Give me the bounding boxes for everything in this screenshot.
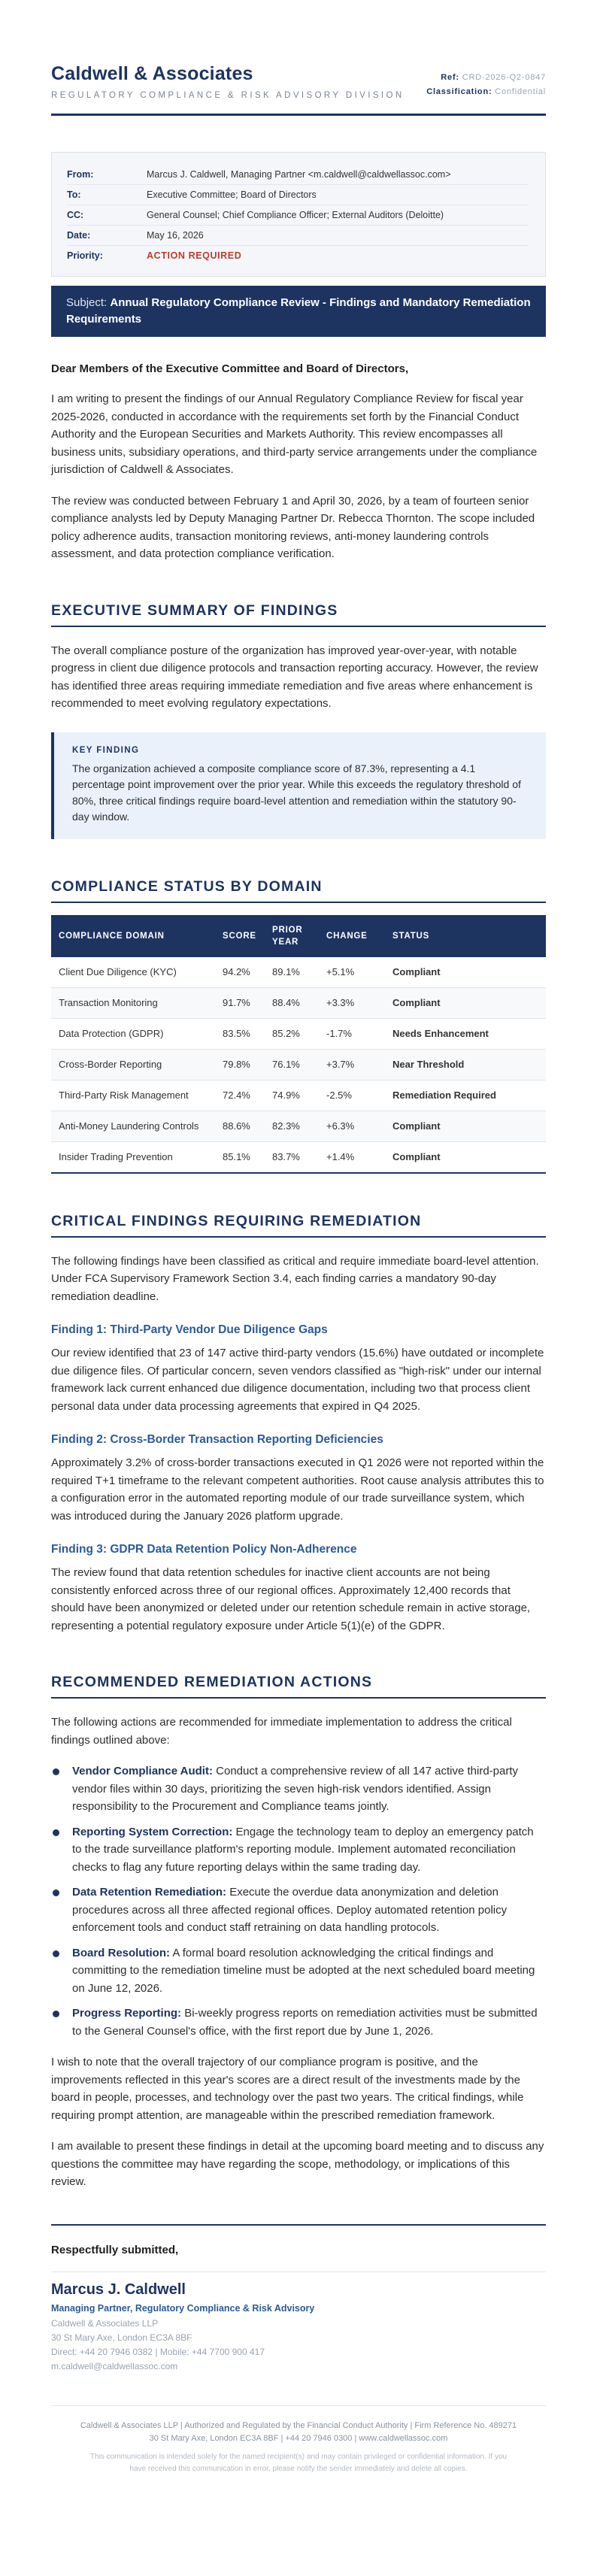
score-cell: 94.2% <box>215 957 265 988</box>
memo-from-row <box>67 165 529 185</box>
bullet-icon <box>53 1768 59 1775</box>
list-item <box>51 1944 546 1998</box>
signer-email[interactable]: m.caldwell@caldwellassoc.com <box>51 2360 178 2371</box>
executive-summary-heading: EXECUTIVE SUMMARY OF FINDINGS <box>51 602 546 627</box>
action-text: Bi-weekly progress reports on remediation activities must be submitted to the General Counsel's office, with the first report due by June 1, 2026. <box>72 2007 538 2038</box>
compliance-status-table <box>51 915 546 1174</box>
memo-date-value: May 16, 2026 <box>147 230 204 241</box>
table-row <box>51 1111 546 1141</box>
closing-divider <box>51 2224 546 2226</box>
memo-priority-label: Priority: <box>67 250 103 261</box>
table-header-row <box>51 915 546 957</box>
memo-cc-row <box>67 205 529 226</box>
prior-year-cell: 89.1% <box>265 957 319 988</box>
finding-2-text: Approximately 3.2% of cross-border transactions executed in Q1 2026 were not reported within the required T+1 timeframe to the relevant competent authorities. Root cause analysis attributes this to a configuration error in the automated reporting module of our trade surveillance system, which was introduced during the January 2026 platform upgrade. <box>51 1456 544 1523</box>
table-row <box>51 987 546 1018</box>
action-text: Conduct a comprehensive review of all 147 active third-party vendor files within 30 days, prioritizing the seven high-risk vendors identified. Assign responsibility to the Procurement and Compliance teams jointly. <box>72 1765 519 1813</box>
classification-label: Classification: <box>426 87 492 96</box>
action-title: Reporting System Correction: <box>72 1825 233 1838</box>
domain-cell: Client Due Diligence (KYC) <box>51 957 215 988</box>
status-cell: Compliant <box>385 1141 546 1173</box>
letterhead <box>51 63 546 116</box>
subject-text: Annual Regulatory Compliance Review - Findings and Mandatory Remediation Requirements <box>66 296 531 326</box>
finding-1-text: Our review identified that 23 of 147 active third-party vendors (15.6%) have outdated or incomplete due diligence files. Of particular concern, seven vendors classified as "high-risk" under our internal framework lack current enhanced due diligence documentation, including two that process client personal data under data processing agreements that expired in Q4 2025. <box>51 1347 544 1413</box>
column-header-score: SCORE <box>215 915 265 957</box>
table-row <box>51 1080 546 1111</box>
compliance-status-heading: COMPLIANCE STATUS BY DOMAIN <box>51 878 546 903</box>
prior-year-cell: 76.1% <box>265 1049 319 1080</box>
score-cell: 72.4% <box>215 1080 265 1111</box>
score-cell: 85.1% <box>215 1141 265 1173</box>
bullet-icon <box>53 1829 59 1836</box>
memo-date-row <box>67 226 529 246</box>
subject-label: Subject: <box>66 296 108 309</box>
ref-value: CRD-2026-Q2-0847 <box>462 73 546 82</box>
key-finding-label: KEY FINDING <box>72 745 140 755</box>
column-header-status: STATUS <box>385 915 546 957</box>
action-text: Engage the technology team to deploy an emergency patch to the trade surveillance platform's reporting module. Implement automated reconciliation checks to flag any future reporting delays within the same trading day. <box>72 1825 534 1874</box>
reference-block <box>426 71 546 99</box>
action-title: Progress Reporting: <box>72 2007 182 2020</box>
memo-priority-row <box>67 246 529 265</box>
signer-firm: Caldwell & Associates LLP <box>51 2317 159 2329</box>
memo-to-value: Executive Committee; Board of Directors <box>147 189 317 200</box>
signature-divider <box>51 2271 546 2272</box>
change-cell: +6.3% <box>319 1111 385 1141</box>
status-cell: Compliant <box>385 957 546 988</box>
bullet-icon <box>53 2011 59 2017</box>
prior-year-cell: 82.3% <box>265 1111 319 1141</box>
remediation-actions-heading: RECOMMENDED REMEDIATION ACTIONS <box>51 1674 546 1699</box>
memo-from-label: From: <box>67 169 94 180</box>
action-title: Data Retention Remediation: <box>72 1886 227 1899</box>
list-item <box>51 1884 546 1937</box>
memo-from-value: Marcus J. Caldwell, Managing Partner <m.caldwell@caldwellassoc.com> <box>147 169 451 180</box>
confidentiality-notice: This communication is intended solely for the named recipient(s) and may contain privileged or confidential information. If you have received this communication in error, please notify the sender immediately and delete all copies. <box>89 2452 508 2473</box>
status-cell: Compliant <box>385 987 546 1018</box>
table-row <box>51 957 546 988</box>
memo-to-label: To: <box>67 189 81 200</box>
status-cell: Remediation Required <box>385 1080 546 1111</box>
bullet-icon <box>53 1950 59 1957</box>
table-header <box>51 915 546 957</box>
remediation-actions-intro: The following actions are recommended for immediate implementation to address the critical findings outlined above: <box>51 1716 512 1747</box>
memo-to-row <box>67 185 529 205</box>
table-row <box>51 1141 546 1173</box>
ref-label: Ref: <box>441 73 459 82</box>
finding-1-title: Finding 1: Third-Party Vendor Due Diligence Gaps <box>51 1323 328 1336</box>
executive-summary-paragraph: The overall compliance posture of the organization has improved year-over-year, with notable progress in client due diligence protocols and transaction reporting accuracy. However, the review has identified three areas requiring immediate remediation and five areas where enhancement is recommended to meet evolving regulatory expectations. <box>51 644 538 710</box>
division-name: REGULATORY COMPLIANCE & RISK ADVISORY DIVISION <box>51 91 405 100</box>
classification-line <box>426 85 546 99</box>
intro-paragraph-1: I am writing to present the findings of our Annual Regulatory Compliance Review for fiscal year 2025-2026, conducted in accordance with the requirements set forth by the Financial Conduct Authority and the European Securities and Markets Authority. This review encompasses all business units, subsidiary operations, and third-party service arrangements under the compliance jurisdiction of Caldwell & Associates. <box>51 392 538 476</box>
footer-address-line: 30 St Mary Axe, London EC3A 8BF | +44 20 7946 0300 | www.caldwellassoc.com <box>149 2433 448 2443</box>
list-item <box>51 1762 546 1816</box>
score-cell: 91.7% <box>215 987 265 1018</box>
intro-paragraph-2: The review was conducted between February 1 and April 30, 2026, by a team of fourteen senior compliance analysts led by Deputy Managing Partner Dr. Rebecca Thornton. The scope included policy adherence audits, transaction monitoring reviews, anti-money laundering controls assessment, and data protection compliance verification. <box>51 494 535 560</box>
firm-name: Caldwell & Associates <box>51 63 253 84</box>
page-footer <box>51 2405 546 2475</box>
status-cell: Near Threshold <box>385 1049 546 1080</box>
salutation: Dear Members of the Executive Committee and Board of Directors, <box>51 362 409 375</box>
column-header-change: CHANGE <box>319 915 385 957</box>
score-cell: 79.8% <box>215 1049 265 1080</box>
table-row <box>51 1018 546 1049</box>
critical-findings-intro: The following findings have been classified as critical and require immediate board-level attention. Under FCA Supervisory Framework Section 3.4, each finding carries a mandatory 90-day remediation deadline. <box>51 1254 539 1303</box>
signer-phones: Direct: +44 20 7946 0382 | Mobile: +44 7700 900 417 <box>51 2346 265 2357</box>
firm-identity <box>51 63 405 100</box>
memo-date-label: Date: <box>67 230 91 241</box>
memo-priority-value: ACTION REQUIRED <box>147 250 242 261</box>
finding-3-title: Finding 3: GDPR Data Retention Policy Non-Adherence <box>51 1543 357 1556</box>
action-text: Execute the overdue data anonymization and deletion procedures across all three affected regional offices. Deploy automated retention policy enforcement tools and conduct staff retraining on data handling protocols. <box>72 1886 508 1934</box>
change-cell: +3.7% <box>319 1049 385 1080</box>
key-finding-callout <box>51 732 546 839</box>
remediation-actions-list <box>51 1762 546 2040</box>
status-cell: Compliant <box>385 1111 546 1141</box>
action-title: Board Resolution: <box>72 1946 170 1959</box>
change-cell: -1.7% <box>319 1018 385 1049</box>
change-cell: +1.4% <box>319 1141 385 1173</box>
signer-address: 30 St Mary Axe, London EC3A 8BF <box>51 2332 192 2343</box>
key-finding-text: The organization achieved a composite compliance score of 87.3%, representing a 4.1 percentage point improvement over the prior year. While this exceeds the regulatory threshold of 80%, three critical findings require board-level attention and remediation within the statutory 90-day window. <box>72 762 521 823</box>
critical-findings-heading: CRITICAL FINDINGS REQUIRING REMEDIATION <box>51 1213 546 1238</box>
subject-banner <box>51 286 546 337</box>
memo-header <box>51 152 546 277</box>
domain-cell: Insider Trading Prevention <box>51 1141 215 1173</box>
prior-year-cell: 74.9% <box>265 1080 319 1111</box>
memo-cc-value: General Counsel; Chief Compliance Officer; External Auditors (Deloitte) <box>147 210 444 220</box>
column-header-prior-year: PRIOR YEAR <box>265 915 319 957</box>
closing-paragraph-2: I am available to present these findings in detail at the upcoming board meeting and to discuss any questions the committee may have regarding the scope, methodology, or implications of this review. <box>51 2140 544 2188</box>
domain-cell: Cross-Border Reporting <box>51 1049 215 1080</box>
change-cell: +5.1% <box>319 957 385 988</box>
change-cell: +3.3% <box>319 987 385 1018</box>
column-header-domain: COMPLIANCE DOMAIN <box>51 915 215 957</box>
score-cell: 88.6% <box>215 1111 265 1141</box>
bullet-icon <box>53 1890 59 1896</box>
domain-cell: Third-Party Risk Management <box>51 1080 215 1111</box>
prior-year-cell: 88.4% <box>265 987 319 1018</box>
domain-cell: Data Protection (GDPR) <box>51 1018 215 1049</box>
closing-paragraph-1: I wish to note that the overall trajectory of our compliance program is positive, and the improvements reflected in this year's scores are a direct result of the investments made by the board in people, processes, and technology over the past two years. The critical findings, while requiring prompt attention, are manageable within the prescribed remediation framework. <box>51 2056 524 2122</box>
prior-year-cell: 85.2% <box>265 1018 319 1049</box>
signer-name: Marcus J. Caldwell <box>51 2281 186 2298</box>
status-cell: Needs Enhancement <box>385 1018 546 1049</box>
score-cell: 83.5% <box>215 1018 265 1049</box>
table-body <box>51 957 546 1173</box>
classification-value: Confidential <box>495 87 546 96</box>
memo-cc-label: CC: <box>67 210 84 220</box>
change-cell: -2.5% <box>319 1080 385 1111</box>
list-item <box>51 1823 546 1877</box>
prior-year-cell: 83.7% <box>265 1141 319 1173</box>
table-row <box>51 1049 546 1080</box>
reference-line <box>426 71 546 85</box>
finding-2-title: Finding 2: Cross-Border Transaction Reporting Deficiencies <box>51 1433 383 1446</box>
finding-3-text: The review found that data retention schedules for inactive client accounts are not being consistently enforced across three of our regional offices. Approximately 12,400 records that should have been anonymized or deleted under our retention schedule remain in active storage, representing a potential regulatory exposure under Article 5(1)(e) of the GDPR. <box>51 1566 531 1632</box>
footer-firm-line: Caldwell & Associates LLP | Authorized and Regulated by the Financial Conduct Authority | Firm Reference No. 489271 <box>80 2420 517 2430</box>
domain-cell: Anti-Money Laundering Controls <box>51 1111 215 1141</box>
signoff: Respectfully submitted, <box>51 2243 179 2256</box>
action-title: Vendor Compliance Audit: <box>72 1765 213 1777</box>
list-item <box>51 2005 546 2040</box>
signer-title: Managing Partner, Regulatory Compliance & Risk Advisory <box>51 2302 315 2314</box>
action-text: A formal board resolution acknowledging the critical findings and committing to the remediation timeline must be adopted at the next scheduled board meeting on June 12, 2026. <box>72 1946 535 1995</box>
domain-cell: Transaction Monitoring <box>51 987 215 1018</box>
